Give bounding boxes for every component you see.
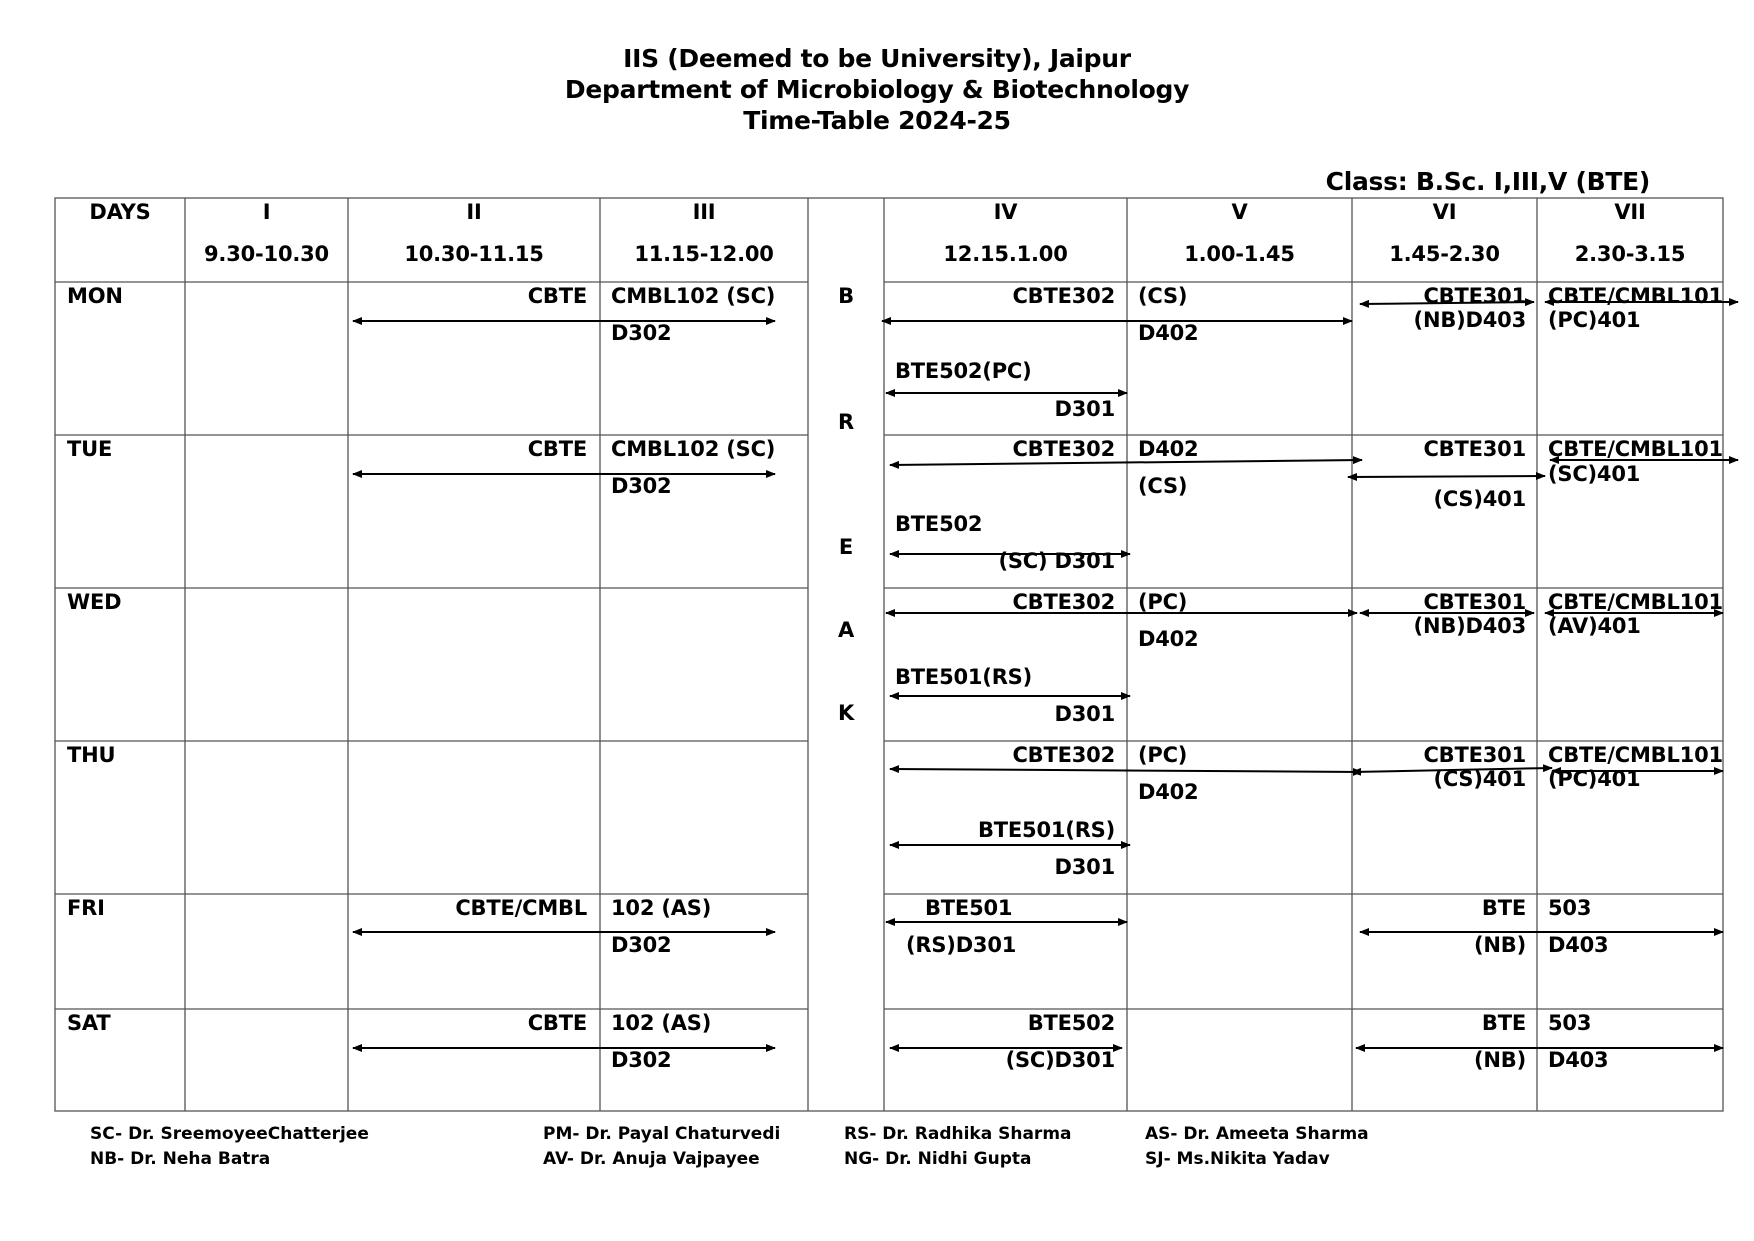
break-letter: K xyxy=(837,701,855,725)
mon-lab-course: BTE502(PC) xyxy=(895,359,1032,383)
sat-p6-room: (NB) xyxy=(1474,1048,1526,1072)
fri-p6-room: (NB) xyxy=(1474,933,1526,957)
tue-p5-room: (CS) xyxy=(1138,474,1188,498)
thu-p6-text: CBTE301 xyxy=(1423,743,1526,767)
day-label-fri: FRI xyxy=(67,896,105,920)
fri-p4-room: (RS)D301 xyxy=(906,933,1017,957)
sat-p7-text: 503 xyxy=(1548,1011,1592,1035)
mon-p6-text: CBTE301 xyxy=(1423,284,1526,308)
period-3-number: III xyxy=(692,200,716,224)
mon-p4-text: CBTE302 xyxy=(1012,284,1115,308)
fri-p6-text: BTE xyxy=(1481,896,1526,920)
fri-p7-room: D403 xyxy=(1548,933,1609,957)
thu-lab-course: BTE501(RS) xyxy=(977,818,1115,842)
break-letter: A xyxy=(837,618,855,642)
thu-lab-room: D301 xyxy=(1054,855,1115,879)
thu-p7-room: (PC)401 xyxy=(1548,767,1641,791)
break-letter: B xyxy=(838,284,854,308)
fri-p4-text: BTE501 xyxy=(925,896,1013,920)
university-name: IIS (Deemed to be University), Jaipur xyxy=(623,44,1131,73)
sat-p4-text: BTE502 xyxy=(1027,1011,1115,1035)
department-name: Department of Microbiology & Biotechnology xyxy=(564,75,1190,104)
sat-p4-room: (SC)D301 xyxy=(1005,1048,1115,1072)
day-label-tue: TUE xyxy=(67,437,113,461)
thu-p6-room: (CS)401 xyxy=(1433,767,1526,791)
break-letter: E xyxy=(838,535,854,559)
day-label-thu: THU xyxy=(67,743,116,767)
sat-p7-room: D403 xyxy=(1548,1048,1609,1072)
break-letter: R xyxy=(838,410,854,434)
mon-p7-room: (PC)401 xyxy=(1548,308,1641,332)
thu-p4-text: CBTE302 xyxy=(1012,743,1115,767)
tue-p2-text: CBTE xyxy=(527,437,587,461)
tue-p6-room: (CS)401 xyxy=(1433,487,1526,511)
mon-p5-text: (CS) xyxy=(1138,284,1188,308)
tue-lab-course: BTE502 xyxy=(895,512,983,536)
wed-p6-text: CBTE301 xyxy=(1423,590,1526,614)
wed-lab-course: BTE501(RS) xyxy=(895,665,1033,689)
legend-item: NB- Dr. Neha Batra xyxy=(90,1149,271,1169)
thu-p5-text: (PC) xyxy=(1138,743,1188,767)
sat-p6-text: BTE xyxy=(1481,1011,1526,1035)
legend-item: NG- Dr. Nidhi Gupta xyxy=(844,1149,1032,1169)
tue-p7-text: CBTE/CMBL101 xyxy=(1548,437,1723,461)
timetable-title: Time-Table 2024-25 xyxy=(743,106,1011,135)
thu-p5-room: D402 xyxy=(1138,780,1199,804)
class-label: Class: B.Sc. I,III,V (BTE) xyxy=(1325,167,1650,196)
tue-lab-room: (SC) D301 xyxy=(998,549,1115,573)
period-3-time: 11.15-12.00 xyxy=(634,242,774,266)
tue-p5-text: D402 xyxy=(1138,437,1199,461)
mon-p6-room: (NB)D403 xyxy=(1413,308,1526,332)
period-4-time: 12.15.1.00 xyxy=(943,242,1068,266)
sat-p3-room: D302 xyxy=(611,1048,672,1072)
legend-item: SC- Dr. SreemoyeeChatterjee xyxy=(90,1124,369,1144)
period-7-number: VII xyxy=(1614,200,1646,224)
tue-p3-room: D302 xyxy=(611,474,672,498)
wed-p5-text: (PC) xyxy=(1138,590,1188,614)
mon-p3-text: CMBL102 (SC) xyxy=(611,284,776,308)
days-header: DAYS xyxy=(89,200,151,224)
period-2-time: 10.30-11.15 xyxy=(404,242,544,266)
tue-p6-text: CBTE301 xyxy=(1423,437,1526,461)
mon-p7-text: CBTE/CMBL101 xyxy=(1548,284,1723,308)
wed-p4-text: CBTE302 xyxy=(1012,590,1115,614)
mon-lab-room: D301 xyxy=(1054,397,1115,421)
period-5-time: 1.00-1.45 xyxy=(1184,242,1295,266)
mon-p3-room: D302 xyxy=(611,321,672,345)
period-1-time: 9.30-10.30 xyxy=(204,242,329,266)
fri-p3-room: D302 xyxy=(611,933,672,957)
legend-item: AV- Dr. Anuja Vajpayee xyxy=(543,1149,760,1169)
wed-p7-text: CBTE/CMBL101 xyxy=(1548,590,1723,614)
fri-p7-text: 503 xyxy=(1548,896,1592,920)
period-2-number: II xyxy=(466,200,482,224)
wed-p5-room: D402 xyxy=(1138,627,1199,651)
period-7-time: 2.30-3.15 xyxy=(1574,242,1686,266)
fri-p3-text: 102 (AS) xyxy=(611,896,712,920)
period-1-number: I xyxy=(262,200,271,224)
wed-lab-room: D301 xyxy=(1054,702,1115,726)
tue-p7-room: (SC)401 xyxy=(1548,462,1641,486)
day-label-mon: MON xyxy=(67,284,123,308)
wed-p6-room: (NB)D403 xyxy=(1413,614,1526,638)
sat-p3-text: 102 (AS) xyxy=(611,1011,712,1035)
fri-p2-text: CBTE/CMBL xyxy=(455,896,587,920)
sat-p2-text: CBTE xyxy=(527,1011,587,1035)
mon-p5-room: D402 xyxy=(1138,321,1199,345)
period-6-time: 1.45-2.30 xyxy=(1389,242,1500,266)
thu-p7-text: CBTE/CMBL101 xyxy=(1548,743,1723,767)
legend-item: RS- Dr. Radhika Sharma xyxy=(844,1124,1072,1144)
legend-item: AS- Dr. Ameeta Sharma xyxy=(1145,1124,1369,1144)
period-4-number: IV xyxy=(993,200,1018,224)
period-6-number: VI xyxy=(1432,200,1457,224)
tue-p4-text: CBTE302 xyxy=(1012,437,1115,461)
mon-p2-text: CBTE xyxy=(527,284,587,308)
day-label-sat: SAT xyxy=(67,1011,111,1035)
wed-p7-room: (AV)401 xyxy=(1548,614,1641,638)
period-5-number: V xyxy=(1231,200,1248,224)
legend-item: SJ- Ms.Nikita Yadav xyxy=(1145,1149,1330,1169)
day-label-wed: WED xyxy=(67,590,122,614)
legend-item: PM- Dr. Payal Chaturvedi xyxy=(543,1124,781,1144)
tue-p3-text: CMBL102 (SC) xyxy=(611,437,776,461)
